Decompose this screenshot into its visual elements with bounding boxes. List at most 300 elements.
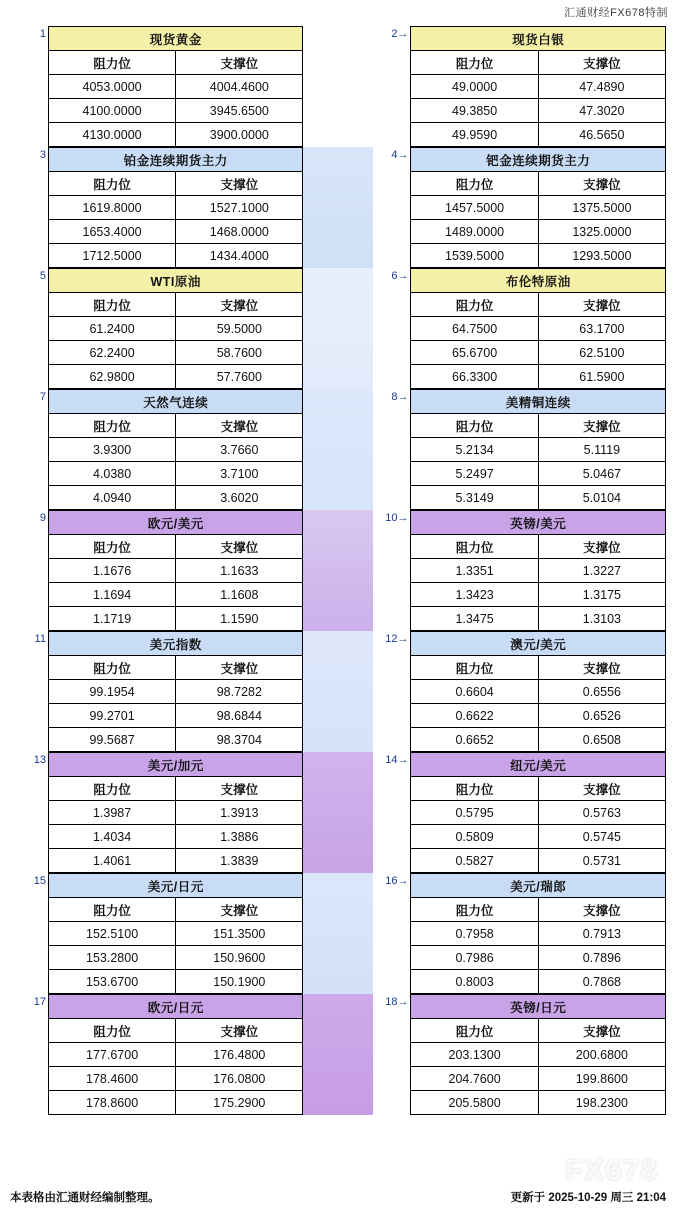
instrument-block-left-7 xyxy=(48,873,303,994)
resistance-value: 1.4061 xyxy=(48,849,175,873)
panel-cell-left xyxy=(48,631,303,752)
support-value: 1434.4000 xyxy=(176,244,303,268)
support-value: 1.3227 xyxy=(538,559,665,583)
resistance-value: 0.8003 xyxy=(411,970,538,994)
col-header-resistance: 阻力位 xyxy=(411,777,538,801)
col-header-support: 支撑位 xyxy=(538,414,665,438)
table-row xyxy=(411,365,666,389)
table-row xyxy=(48,1091,302,1115)
support-value: 1.1608 xyxy=(176,583,303,607)
resistance-value: 0.5809 xyxy=(411,825,538,849)
table-row xyxy=(48,922,302,946)
resistance-value: 62.9800 xyxy=(48,365,175,389)
instrument-title: 美精铜连续 xyxy=(411,390,666,414)
support-value: 98.7282 xyxy=(176,680,303,704)
support-value: 57.7600 xyxy=(176,365,303,389)
table-row xyxy=(411,244,666,268)
table-row xyxy=(48,317,302,341)
panel-cell-right xyxy=(410,752,666,873)
resistance-value: 3.9300 xyxy=(48,438,175,462)
support-value: 150.9600 xyxy=(176,946,303,970)
resistance-value: 1539.5000 xyxy=(411,244,538,268)
instrument-title: 天然气连续 xyxy=(48,390,302,414)
resistance-value: 1.1676 xyxy=(48,559,175,583)
panel-index-label: 4→ xyxy=(373,147,411,268)
instrument-block-right-8 xyxy=(410,994,666,1115)
support-value: 62.5100 xyxy=(538,341,665,365)
updated-time: 21:04 xyxy=(636,1192,666,1204)
support-value: 5.0104 xyxy=(538,486,665,510)
resistance-value: 153.2800 xyxy=(48,946,175,970)
instrument-block-right-1 xyxy=(410,147,666,268)
panel-index-label: 2→ xyxy=(373,26,411,147)
col-header-support: 支撑位 xyxy=(538,51,665,75)
resistance-value: 66.3300 xyxy=(411,365,538,389)
panel-layout-table xyxy=(10,26,666,1115)
gap-strip-fill xyxy=(303,26,372,147)
resistance-value: 178.4600 xyxy=(48,1067,175,1091)
table-row xyxy=(48,583,302,607)
panel-index-label: 9 xyxy=(10,510,48,631)
support-value: 1.3175 xyxy=(538,583,665,607)
panel-index-label: 14→ xyxy=(373,752,411,873)
resistance-value: 1457.5000 xyxy=(411,196,538,220)
resistance-value: 99.1954 xyxy=(48,680,175,704)
instrument-title: 美元指数 xyxy=(48,632,302,656)
col-header-support: 支撑位 xyxy=(176,1019,303,1043)
col-header-support: 支撑位 xyxy=(176,51,303,75)
gap-strip-fill xyxy=(303,268,372,389)
resistance-value: 205.5800 xyxy=(411,1091,538,1115)
support-value: 0.7868 xyxy=(538,970,665,994)
col-header-resistance: 阻力位 xyxy=(48,535,175,559)
col-header-support: 支撑位 xyxy=(538,1019,665,1043)
table-row xyxy=(411,849,666,873)
gap-strip-fill xyxy=(303,752,372,873)
support-value: 151.3500 xyxy=(176,922,303,946)
support-value: 1527.1000 xyxy=(176,196,303,220)
instrument-title: 英镑/日元 xyxy=(411,995,666,1019)
table-row xyxy=(411,220,666,244)
panel-index-label: 7 xyxy=(10,389,48,510)
panel-cell-right xyxy=(410,873,666,994)
panel-cell-left xyxy=(48,873,303,994)
instrument-title: 欧元/日元 xyxy=(48,995,302,1019)
resistance-value: 61.2400 xyxy=(48,317,175,341)
table-row xyxy=(48,438,302,462)
panel-cell-left xyxy=(48,994,303,1115)
instrument-block-left-5 xyxy=(48,631,303,752)
footer-note: 本表格由汇通财经编制整理。 xyxy=(10,1192,160,1204)
table-row xyxy=(48,1067,302,1091)
panel-index-label: 12→ xyxy=(373,631,411,752)
support-value: 1468.0000 xyxy=(176,220,303,244)
col-header-resistance: 阻力位 xyxy=(411,898,538,922)
col-header-support: 支撑位 xyxy=(538,293,665,317)
col-header-support: 支撑位 xyxy=(176,656,303,680)
support-value: 176.0800 xyxy=(176,1067,303,1091)
panel-index-label: 3 xyxy=(10,147,48,268)
table-row xyxy=(411,75,666,99)
table-row xyxy=(48,99,302,123)
support-value: 61.5900 xyxy=(538,365,665,389)
panel-cell-right xyxy=(410,147,666,268)
resistance-value: 1.1694 xyxy=(48,583,175,607)
support-value: 176.4800 xyxy=(176,1043,303,1067)
instrument-title: 纽元/美元 xyxy=(411,753,666,777)
instrument-block-left-2 xyxy=(48,268,303,389)
panel-cell-left xyxy=(48,26,303,147)
support-value: 0.6526 xyxy=(538,704,665,728)
resistance-value: 4.0380 xyxy=(48,462,175,486)
resistance-value: 0.5795 xyxy=(411,801,538,825)
support-value: 0.7896 xyxy=(538,946,665,970)
instrument-block-left-4 xyxy=(48,510,303,631)
support-value: 198.2300 xyxy=(538,1091,665,1115)
support-value: 175.2900 xyxy=(176,1091,303,1115)
col-header-resistance: 阻力位 xyxy=(48,172,175,196)
instrument-title: 英镑/美元 xyxy=(411,511,666,535)
updated-weekday: 周三 xyxy=(610,1192,634,1204)
gap-strip-fill xyxy=(303,631,372,752)
col-header-support: 支撑位 xyxy=(538,898,665,922)
gap-strip-fill xyxy=(303,994,372,1115)
updated-date: 2025-10-29 xyxy=(548,1192,608,1204)
resistance-value: 49.9590 xyxy=(411,123,538,147)
table-row xyxy=(48,704,302,728)
panel-cell-right xyxy=(410,994,666,1115)
table-row xyxy=(48,801,302,825)
table-row xyxy=(48,462,302,486)
col-header-resistance: 阻力位 xyxy=(411,51,538,75)
support-value: 1375.5000 xyxy=(538,196,665,220)
resistance-value: 99.5687 xyxy=(48,728,175,752)
resistance-value: 0.6622 xyxy=(411,704,538,728)
support-value: 3.7100 xyxy=(176,462,303,486)
panel-cell-left xyxy=(48,510,303,631)
instrument-title: 现货黄金 xyxy=(48,27,302,51)
resistance-value: 5.2497 xyxy=(411,462,538,486)
panel-cell-left xyxy=(48,752,303,873)
support-value: 1.3886 xyxy=(176,825,303,849)
support-value: 3.7660 xyxy=(176,438,303,462)
support-value: 1325.0000 xyxy=(538,220,665,244)
table-row xyxy=(48,341,302,365)
updated-prefix: 更新于 xyxy=(510,1192,546,1204)
resistance-value: 177.6700 xyxy=(48,1043,175,1067)
support-value: 0.6508 xyxy=(538,728,665,752)
table-row xyxy=(411,728,666,752)
decorative-gap-strip xyxy=(303,26,372,147)
instrument-title: 布伦特原油 xyxy=(411,269,666,293)
table-row xyxy=(48,559,302,583)
gap-strip-fill xyxy=(303,873,372,994)
col-header-support: 支撑位 xyxy=(176,414,303,438)
panel-cell-left xyxy=(48,268,303,389)
resistance-value: 99.2701 xyxy=(48,704,175,728)
support-value: 5.0467 xyxy=(538,462,665,486)
col-header-support: 支撑位 xyxy=(176,535,303,559)
support-value: 0.7913 xyxy=(538,922,665,946)
col-header-support: 支撑位 xyxy=(538,172,665,196)
instrument-title: 欧元/美元 xyxy=(48,511,302,535)
resistance-value: 1.4034 xyxy=(48,825,175,849)
support-value: 200.6800 xyxy=(538,1043,665,1067)
col-header-support: 支撑位 xyxy=(538,777,665,801)
resistance-value: 64.7500 xyxy=(411,317,538,341)
instrument-block-right-7 xyxy=(410,873,666,994)
instrument-title: 美元/加元 xyxy=(48,753,302,777)
panel-index-label: 8→ xyxy=(373,389,411,510)
resistance-value: 65.6700 xyxy=(411,341,538,365)
instrument-block-left-8 xyxy=(48,994,303,1115)
instrument-block-left-0 xyxy=(48,26,303,147)
instrument-title: 钯金连续期货主力 xyxy=(411,148,666,172)
col-header-support: 支撑位 xyxy=(176,172,303,196)
instrument-block-right-2 xyxy=(410,268,666,389)
col-header-resistance: 阻力位 xyxy=(48,777,175,801)
table-row xyxy=(48,849,302,873)
table-row xyxy=(48,680,302,704)
support-value: 1.3913 xyxy=(176,801,303,825)
table-row xyxy=(48,75,302,99)
instrument-block-left-1 xyxy=(48,147,303,268)
instrument-block-right-6 xyxy=(410,752,666,873)
table-row xyxy=(48,123,302,147)
resistance-value: 203.1300 xyxy=(411,1043,538,1067)
table-row xyxy=(48,946,302,970)
table-row xyxy=(48,607,302,631)
panel-index-label: 5 xyxy=(10,268,48,389)
col-header-support: 支撑位 xyxy=(538,535,665,559)
table-row xyxy=(411,680,666,704)
panel-index-label: 11 xyxy=(10,631,48,752)
panel-index-label: 17 xyxy=(10,994,48,1115)
table-row xyxy=(48,970,302,994)
support-value: 1.1633 xyxy=(176,559,303,583)
support-value: 199.8600 xyxy=(538,1067,665,1091)
table-row xyxy=(48,1043,302,1067)
instrument-block-left-3 xyxy=(48,389,303,510)
decorative-gap-strip xyxy=(303,510,372,631)
resistance-value: 1.3475 xyxy=(411,607,538,631)
resistance-value: 178.8600 xyxy=(48,1091,175,1115)
table-row xyxy=(411,946,666,970)
support-value: 98.6844 xyxy=(176,704,303,728)
resistance-value: 5.2134 xyxy=(411,438,538,462)
table-row xyxy=(48,486,302,510)
instrument-title: WTI原油 xyxy=(48,269,302,293)
decorative-gap-strip xyxy=(303,389,372,510)
panel-cell-right xyxy=(410,26,666,147)
panel-index-label: 13 xyxy=(10,752,48,873)
support-value: 1.3103 xyxy=(538,607,665,631)
resistance-value: 49.3850 xyxy=(411,99,538,123)
table-row xyxy=(48,220,302,244)
col-header-resistance: 阻力位 xyxy=(411,535,538,559)
resistance-value: 0.7986 xyxy=(411,946,538,970)
resistance-value: 49.0000 xyxy=(411,75,538,99)
table-row xyxy=(411,196,666,220)
support-value: 63.1700 xyxy=(538,317,665,341)
footer-updated xyxy=(511,1189,666,1205)
instrument-block-right-0 xyxy=(410,26,666,147)
col-header-resistance: 阻力位 xyxy=(48,1019,175,1043)
col-header-resistance: 阻力位 xyxy=(411,172,538,196)
instrument-title: 澳元/美元 xyxy=(411,632,666,656)
support-value: 0.6556 xyxy=(538,680,665,704)
table-row xyxy=(411,486,666,510)
table-row xyxy=(411,317,666,341)
support-value: 98.3704 xyxy=(176,728,303,752)
support-value: 5.1119 xyxy=(538,438,665,462)
resistance-value: 4100.0000 xyxy=(48,99,175,123)
decorative-gap-strip xyxy=(303,147,372,268)
decorative-gap-strip xyxy=(303,994,372,1115)
support-value: 0.5745 xyxy=(538,825,665,849)
support-value: 1.3839 xyxy=(176,849,303,873)
col-header-resistance: 阻力位 xyxy=(411,656,538,680)
support-value: 46.5650 xyxy=(538,123,665,147)
table-row xyxy=(411,1043,666,1067)
panel-cell-left xyxy=(48,147,303,268)
resistance-value: 204.7600 xyxy=(411,1067,538,1091)
instrument-block-right-4 xyxy=(410,510,666,631)
table-row xyxy=(411,1091,666,1115)
col-header-support: 支撑位 xyxy=(176,293,303,317)
resistance-value: 1619.8000 xyxy=(48,196,175,220)
resistance-value: 4.0940 xyxy=(48,486,175,510)
gap-strip-fill xyxy=(303,510,372,631)
support-value: 47.4890 xyxy=(538,75,665,99)
table-row xyxy=(48,244,302,268)
decorative-gap-strip xyxy=(303,631,372,752)
resistance-value: 62.2400 xyxy=(48,341,175,365)
resistance-value: 1653.4000 xyxy=(48,220,175,244)
resistance-value: 0.7958 xyxy=(411,922,538,946)
col-header-resistance: 阻力位 xyxy=(48,293,175,317)
support-value: 47.3020 xyxy=(538,99,665,123)
panel-index-label: 10→ xyxy=(373,510,411,631)
table-row xyxy=(411,559,666,583)
panel-index-label: 18→ xyxy=(373,994,411,1115)
instrument-title: 美元/日元 xyxy=(48,874,302,898)
panel-index-label: 1 xyxy=(10,26,48,147)
table-row xyxy=(411,704,666,728)
col-header-resistance: 阻力位 xyxy=(411,414,538,438)
col-header-resistance: 阻力位 xyxy=(48,656,175,680)
resistance-value: 1.3351 xyxy=(411,559,538,583)
support-value: 0.5731 xyxy=(538,849,665,873)
table-row xyxy=(411,99,666,123)
panel-cell-left xyxy=(48,389,303,510)
instrument-block-right-3 xyxy=(410,389,666,510)
col-header-support: 支撑位 xyxy=(176,898,303,922)
resistance-value: 4130.0000 xyxy=(48,123,175,147)
panel-index-label: 6→ xyxy=(373,268,411,389)
resistance-value: 0.6652 xyxy=(411,728,538,752)
resistance-value: 153.6700 xyxy=(48,970,175,994)
col-header-resistance: 阻力位 xyxy=(48,51,175,75)
col-header-resistance: 阻力位 xyxy=(48,898,175,922)
support-value: 3900.0000 xyxy=(176,123,303,147)
col-header-resistance: 阻力位 xyxy=(411,1019,538,1043)
decorative-gap-strip xyxy=(303,752,372,873)
support-value: 4004.4600 xyxy=(176,75,303,99)
support-value: 3.6020 xyxy=(176,486,303,510)
instrument-title: 现货白银 xyxy=(411,27,666,51)
table-row xyxy=(411,1067,666,1091)
panel-index-label: 15 xyxy=(10,873,48,994)
col-header-support: 支撑位 xyxy=(176,777,303,801)
support-value: 150.1900 xyxy=(176,970,303,994)
resistance-value: 5.3149 xyxy=(411,486,538,510)
resistance-value: 1.3987 xyxy=(48,801,175,825)
panel-index-label: 16→ xyxy=(373,873,411,994)
support-value: 0.5763 xyxy=(538,801,665,825)
table-row xyxy=(411,825,666,849)
support-value: 1293.5000 xyxy=(538,244,665,268)
instrument-title: 铂金连续期货主力 xyxy=(48,148,302,172)
decorative-gap-strip xyxy=(303,873,372,994)
resistance-value: 1.1719 xyxy=(48,607,175,631)
table-row xyxy=(411,970,666,994)
resistance-value: 1489.0000 xyxy=(411,220,538,244)
instrument-block-left-6 xyxy=(48,752,303,873)
table-row xyxy=(411,438,666,462)
table-row xyxy=(411,341,666,365)
col-header-support: 支撑位 xyxy=(538,656,665,680)
table-row xyxy=(48,365,302,389)
table-row xyxy=(411,922,666,946)
panel-cell-right xyxy=(410,631,666,752)
resistance-value: 4053.0000 xyxy=(48,75,175,99)
table-row xyxy=(411,123,666,147)
support-value: 1.1590 xyxy=(176,607,303,631)
panel-cell-right xyxy=(410,510,666,631)
support-value: 3945.6500 xyxy=(176,99,303,123)
resistance-value: 152.5100 xyxy=(48,922,175,946)
footer-bar xyxy=(10,1186,666,1208)
col-header-resistance: 阻力位 xyxy=(48,414,175,438)
table-row xyxy=(48,825,302,849)
instrument-block-right-5 xyxy=(410,631,666,752)
table-row xyxy=(411,607,666,631)
watermark-text: FX678 xyxy=(564,1154,658,1187)
resistance-value: 1.3423 xyxy=(411,583,538,607)
gap-strip-fill xyxy=(303,389,372,510)
resistance-value: 1712.5000 xyxy=(48,244,175,268)
decorative-gap-strip xyxy=(303,268,372,389)
gap-strip-fill xyxy=(303,147,372,268)
resistance-value: 0.5827 xyxy=(411,849,538,873)
panel-cell-right xyxy=(410,389,666,510)
resistance-value: 0.6604 xyxy=(411,680,538,704)
table-row xyxy=(411,583,666,607)
table-row xyxy=(48,196,302,220)
support-value: 58.7600 xyxy=(176,341,303,365)
panel-cell-right xyxy=(410,268,666,389)
table-row xyxy=(48,728,302,752)
table-row xyxy=(411,801,666,825)
instrument-title: 美元/瑞郎 xyxy=(411,874,666,898)
col-header-resistance: 阻力位 xyxy=(411,293,538,317)
left-margin xyxy=(0,0,10,1214)
table-row xyxy=(411,462,666,486)
pivot-table-grid xyxy=(10,26,666,1115)
brand-label: 汇通财经FX678特制 xyxy=(564,7,668,19)
support-value: 59.5000 xyxy=(176,317,303,341)
